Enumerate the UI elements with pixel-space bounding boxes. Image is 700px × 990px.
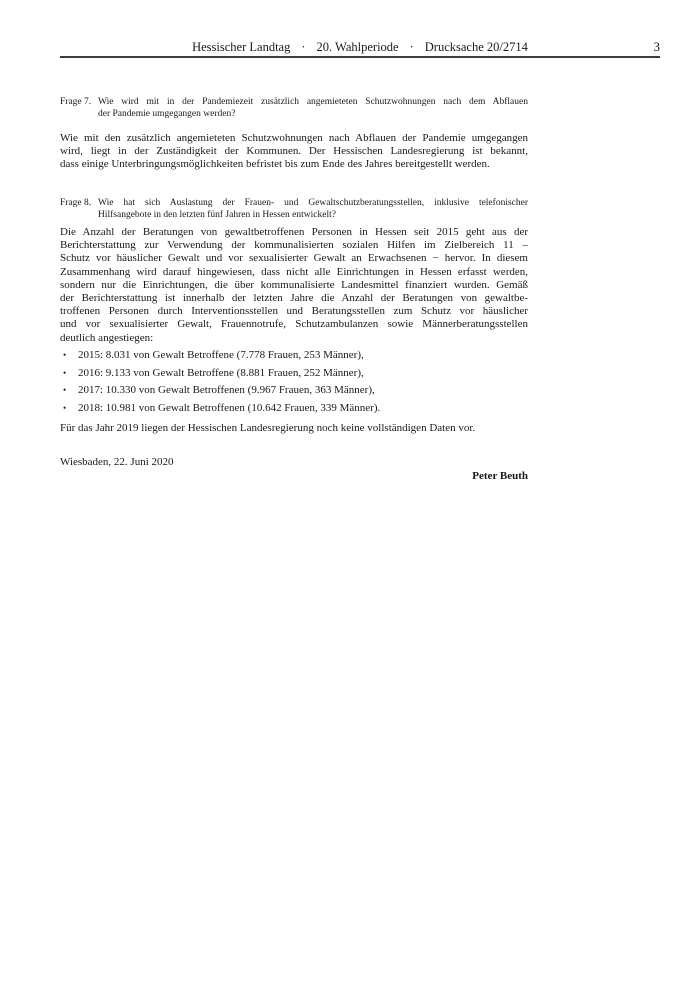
answer-paragraph-8-line-3: Schutz vor häuslicher Gewalt und vor sexualisierter Gewalt an Erwachsenen − hervor. In diesem xyxy=(60,252,528,265)
header-rule xyxy=(60,56,660,58)
closing-paragraph: Für das Jahr 2019 liegen der Hessischen Landesregierung noch keine vollständigen Daten vor. xyxy=(60,422,476,434)
header-separator: · xyxy=(301,40,306,54)
bullet-icon: • xyxy=(63,402,67,413)
header-separator: · xyxy=(409,40,414,54)
question-label-8: Frage 8. xyxy=(60,198,92,208)
bullet-icon: • xyxy=(63,350,67,360)
header-term: 20. Wahlperiode xyxy=(316,40,399,54)
question-label-7: Frage 7. xyxy=(60,97,92,107)
page-header xyxy=(60,39,660,55)
question-text-7-line-1: Wie wird mit in der Pandemiezeit zusätzlich angemieteten Schutzwohnungen nach dem Abflauen xyxy=(98,97,528,107)
page-number: 3 xyxy=(653,39,660,54)
list-item xyxy=(60,384,528,398)
list-item xyxy=(60,349,528,363)
list-item-text: 2018: 10.981 von Gewalt Betroffenen (10.642 Frauen, 339 Männer). xyxy=(78,401,381,414)
answer-paragraph-8 xyxy=(60,226,528,345)
answer-paragraph-8-line-1: Die Anzahl der Beratungen von gewaltbetroffenen Personen in Hessen seit 2015 geht aus der xyxy=(60,226,528,238)
bullet-icon: • xyxy=(63,367,67,378)
answer-paragraph-7-line-1: Wie mit den zusätzlich angemieteten Schutzwohnungen nach Abflauen der Pandemie umgegangen xyxy=(60,132,528,144)
list-item-text: 2015: 8.031 von Gewalt Betroffene (7.778 Frauen, 253 Männer), xyxy=(78,349,364,361)
answer-paragraph-7-line-3: dass einige Unterbringungsmöglichkeiten befristet bis zum Ende des Jahres bereitgestellt werden. xyxy=(60,158,490,171)
answer-paragraph-7-line-2: wird, liegt in der Zuständigkeit der Kommunen. Der Hessischen Landesregierung ist bekannt, xyxy=(60,145,528,158)
header-document-number: Drucksache 20/2714 xyxy=(424,40,528,54)
answer-paragraph-8-line-5: sondern nur die Einrichtungen, die über kommunalisierte Landesmittel finanziert wurden. Gemäß xyxy=(60,278,528,291)
list-item-text: 2017: 10.330 von Gewalt Betroffenen (9.967 Frauen, 363 Männer), xyxy=(78,384,375,396)
signature-name: Peter Beuth xyxy=(472,470,528,482)
answer-paragraph-8-line-9: deutlich angestiegen: xyxy=(60,331,154,344)
header-institution: Hessischer Landtag xyxy=(192,40,291,54)
answer-paragraph-8-line-6: der Berichterstattung ist innerhalb der letzten Jahre die Anzahl der Beratungen von gewaltbe- xyxy=(60,292,528,305)
question-text-7 xyxy=(98,97,528,120)
question-block-8 xyxy=(60,198,528,221)
date-line: Wiesbaden, 22. Juni 2020 xyxy=(60,456,174,468)
list-item xyxy=(60,367,528,381)
question-text-8-line-1: Wie hat sich Auslastung der Frauen- und Gewaltschutzberatungsstellen, inklusive telefonischer xyxy=(98,198,528,208)
list-item xyxy=(60,402,528,416)
answer-paragraph-8-line-8: und vor sexualisierter Gewalt, Frauennotrufe, Schutzambulanzen sowie Männerberatungsstellen xyxy=(60,318,528,331)
statistics-list xyxy=(60,349,528,419)
answer-paragraph-8-line-7: troffenen Personen durch Interventionsstellen und Beratungsstellen zum Schutz vor häuslicher xyxy=(60,305,528,318)
question-text-8-line-2: Hilfsangebote in den letzten fünf Jahren in Hessen entwickelt? xyxy=(98,209,336,220)
answer-paragraph-8-line-2: Berichterstattung zur Verwendung der kommunalisierten sozialen Hilfen im Zielbereich 11 – xyxy=(60,239,528,252)
list-item-text: 2016: 9.133 von Gewalt Betroffene (8.881 Frauen, 252 Männer), xyxy=(78,366,364,379)
answer-paragraph-7 xyxy=(60,132,528,172)
answer-paragraph-8-line-4: Zusammenhang wird darauf hingewiesen, dass nicht alle Einrichtungen in Hessen erfasst werden, xyxy=(60,265,528,278)
bullet-icon: • xyxy=(63,385,67,395)
question-text-8 xyxy=(98,198,528,221)
question-block-7 xyxy=(60,97,528,120)
question-text-7-line-2: der Pandemie umgegangen werden? xyxy=(98,108,236,119)
